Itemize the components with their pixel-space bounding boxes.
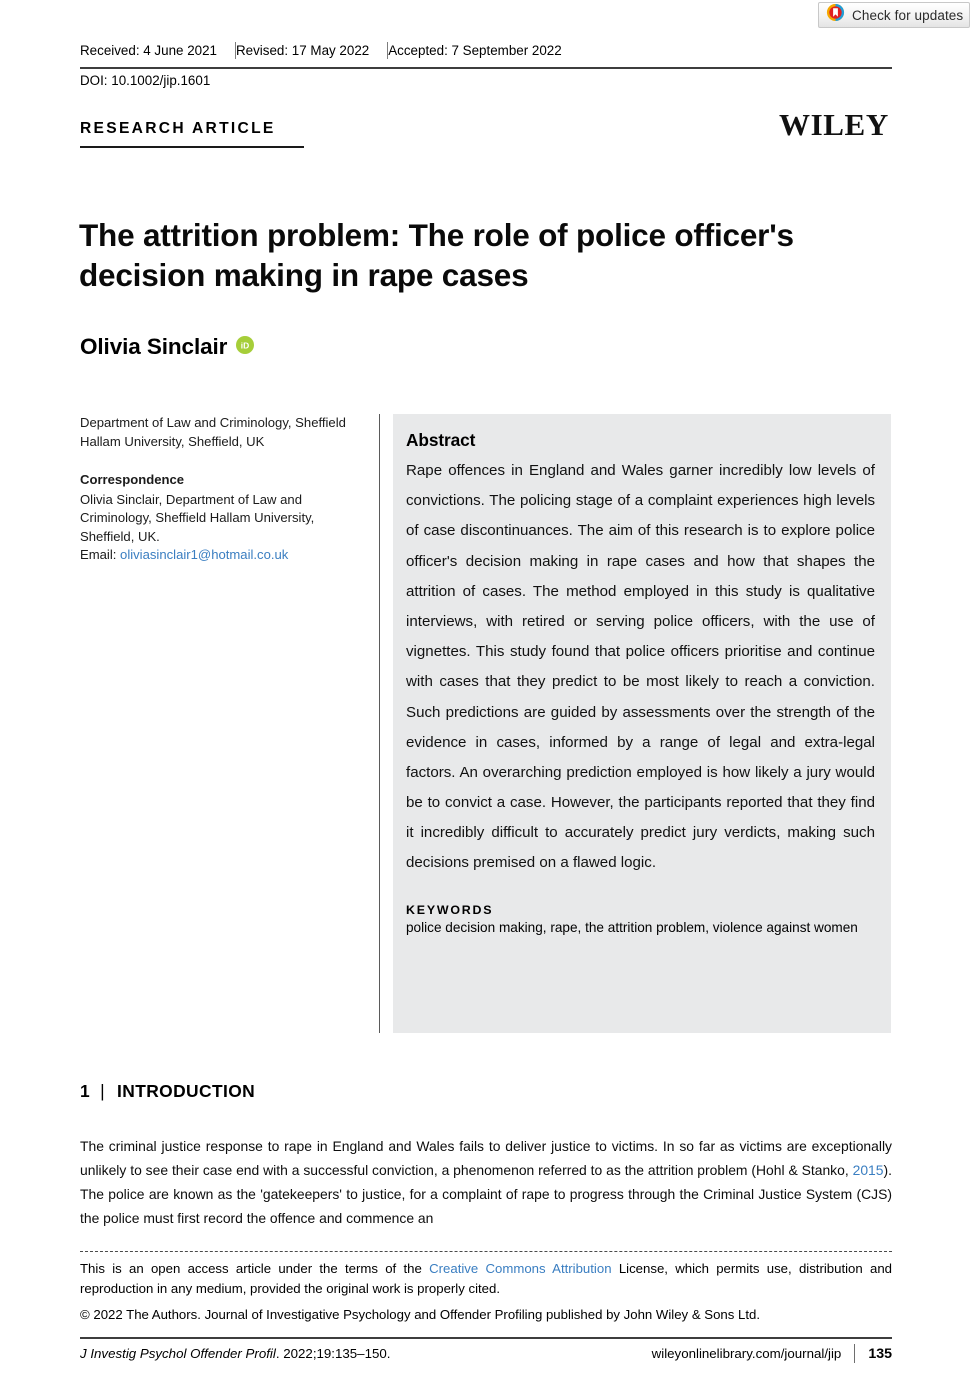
- header-rule: [80, 67, 892, 69]
- check-for-updates-label: Check for updates: [852, 7, 964, 23]
- journal-url[interactable]: wileyonlinelibrary.com/journal/jip: [651, 1346, 842, 1361]
- orcid-id-icon[interactable]: [236, 336, 254, 359]
- crossmark-icon: [826, 3, 845, 27]
- email-label: Email:: [80, 547, 121, 563]
- article-type-rule: [80, 146, 304, 148]
- footer-row: [80, 1344, 892, 1363]
- author-row: [80, 334, 254, 360]
- journal-volume-pages: . 2022;19:135–150.: [275, 1346, 391, 1361]
- abstract-text: Rape offences in England and Wales garner incredibly low levels of convictions. The policing stage of a complaint experiences high levels of case discontinuances. The aim of this research is to explore police officer's decision making in rape cases and how that shapes the attrition of cases. The method employed in this study is qualitative interviews, with retired or serving police officers, with the use of vignettes. This study found that police officers prioritise and continue with cases that they predict to be most likely to reach a conviction. Such predictions are guided by assessments over the strength of the evidence in cases, informed by a range of legal and extra-legal factors. An overarching prediction employed is how likely a jury would be to convict a case. However, the participants reported that they find it incredibly difficult to accurately predict jury verdicts, making such decisions premised on a flawed logic.: [406, 462, 875, 872]
- license-statement: [80, 1259, 892, 1300]
- revised-date: Revised: 17 May 2022: [235, 43, 370, 58]
- received-date: Received: 4 June 2021: [80, 43, 217, 58]
- copyright-statement: © 2022 The Authors. Journal of Investigative Psychology and Offender Profiling published by John Wiley & Sons Ltd.: [80, 1307, 760, 1322]
- section-heading-introduction: [80, 1081, 255, 1102]
- keywords-heading: KEYWORDS: [406, 902, 494, 917]
- footer-dashed-rule: [80, 1251, 892, 1252]
- footer-rule: [80, 1337, 892, 1339]
- citation-link-2015[interactable]: 2015: [852, 1162, 884, 1179]
- page-number: 135: [868, 1345, 892, 1362]
- email-link[interactable]: oliviasinclair1@hotmail.co.uk: [120, 547, 289, 563]
- author-metadata: [80, 414, 370, 565]
- doi-line: DOI: 10.1002/jip.1601: [80, 73, 211, 88]
- check-for-updates-badge[interactable]: [818, 2, 970, 28]
- license-text-part1: This is an open access article under the terms of the: [80, 1261, 430, 1276]
- abstract-divider-rule: [379, 414, 380, 1033]
- creative-commons-link[interactable]: Creative Commons Attribution: [429, 1261, 612, 1276]
- correspondence-email-line: [80, 546, 370, 565]
- section-number: 1: [80, 1081, 91, 1101]
- correspondence-heading: Correspondence: [80, 472, 185, 488]
- publication-dates: [80, 42, 892, 59]
- introduction-paragraph: [80, 1134, 892, 1230]
- section-separator: |: [100, 1081, 105, 1101]
- article-type-label: RESEARCH ARTICLE: [80, 120, 276, 137]
- section-title: INTRODUCTION: [117, 1081, 256, 1101]
- license-text-part2: License, which permits use, distribution and reproduction in any medium, provided the original work is properly cited.: [80, 1261, 893, 1297]
- page-title: The attrition problem: The role of police officer's decision making in rape cases: [79, 217, 794, 294]
- abstract-box: [393, 414, 891, 1033]
- author-name: Olivia Sinclair: [80, 334, 228, 359]
- accepted-date: Accepted: 7 September 2022: [388, 43, 562, 58]
- journal-citation: [80, 1346, 652, 1361]
- footer-divider: [854, 1344, 855, 1363]
- keywords-list: police decision making, rape, the attrition problem, violence against women: [406, 919, 858, 935]
- svg-text:iD: iD: [241, 339, 250, 350]
- intro-text-part1: The criminal justice response to rape in England and Wales fails to deliver justice to victims. In so far as victims are exceptionally unlikely to see their case end with a successful conviction, a phenomenon referred to as the attrition problem (Hohl & Stanko,: [80, 1138, 892, 1179]
- correspondence-address: Olivia Sinclair, Department of Law and Criminology, Sheffield Hallam University, Sheffield, UK.: [80, 491, 315, 544]
- affiliation: Department of Law and Criminology, Sheffield Hallam University, Sheffield, UK: [80, 415, 346, 449]
- wiley-logo: WILEY: [779, 107, 889, 142]
- intro-text-part2: ). The police are known as the 'gatekeepers' to justice, for a complaint of rape to progress through the Criminal Justice System (CJS) the police must first record the offence and commence an: [80, 1162, 892, 1227]
- journal-abbreviation: J Investig Psychol Offender Profil: [80, 1346, 276, 1361]
- abstract-heading: Abstract: [406, 430, 476, 450]
